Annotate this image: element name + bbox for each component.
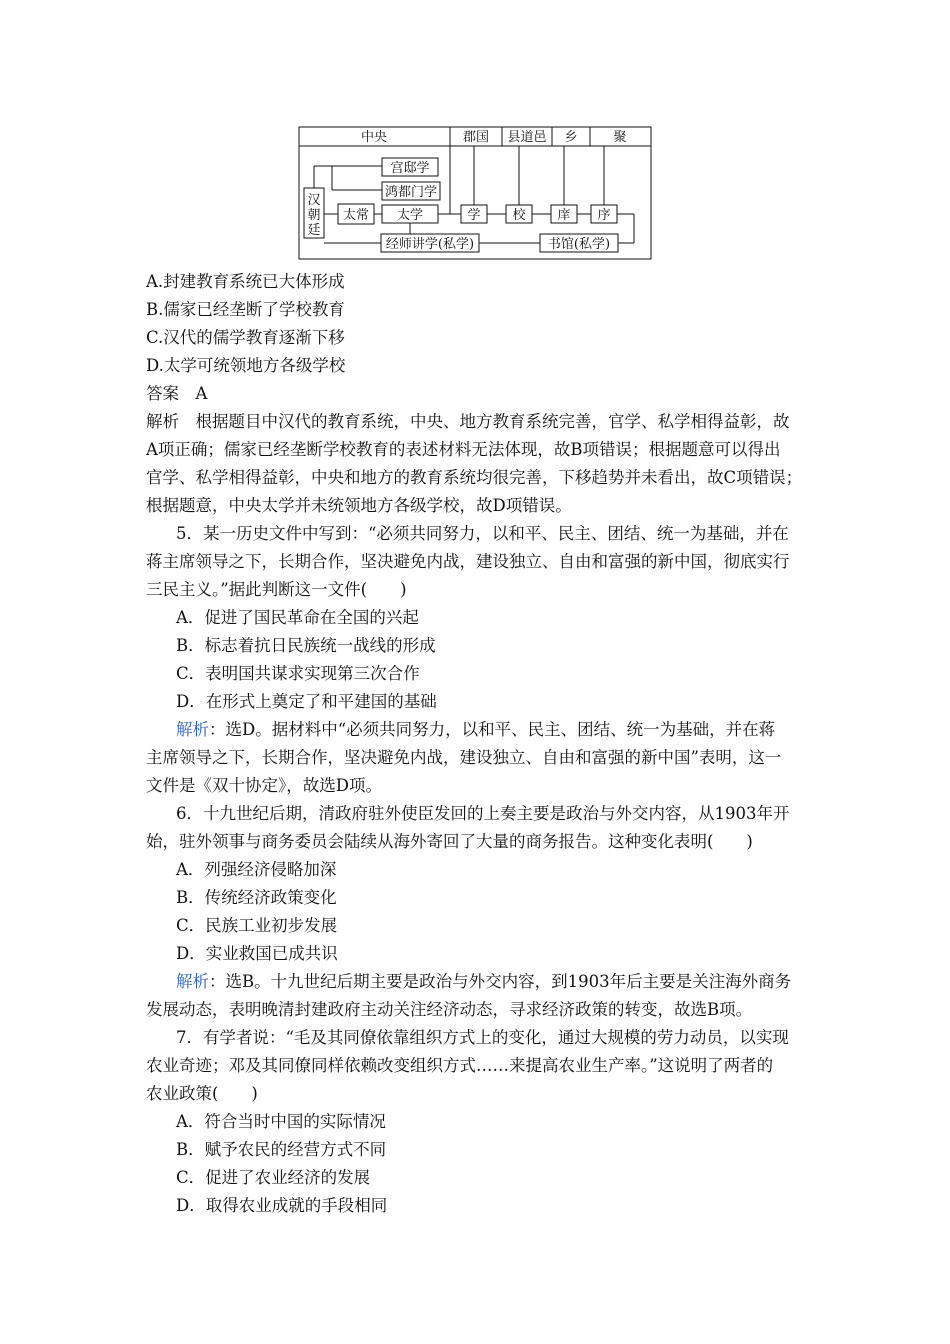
q6-option-d: D．实业救国已成共识 bbox=[176, 944, 338, 963]
han-education-diagram bbox=[298, 126, 652, 260]
label-xiang: 乡 bbox=[564, 130, 578, 145]
q5-option-d: D．在形式上奠定了和平建国的基础 bbox=[176, 692, 437, 711]
label-taixue: 太学 bbox=[396, 208, 424, 223]
label-jingshi: 经师讲学(私学) bbox=[385, 237, 475, 252]
q7-option-d: D．取得农业成就的手段相同 bbox=[176, 1196, 388, 1215]
label-central: 中央 bbox=[360, 130, 388, 145]
q6-stem-line: 6．十九世纪后期，清政府驻外使臣发回的上奏主要是政治与外交内容，从1903年开 bbox=[176, 804, 790, 823]
q4-option-b: B.儒家已经垄断了学校教育 bbox=[146, 300, 345, 319]
q4-analysis-line: 解析 根据题目中汉代的教育系统，中央、地方教育系统完善，官学、私学相得益彰，故 bbox=[146, 412, 790, 431]
q5-analysis-line: 主席领导之下，长期合作，坚决避免内战，建设独立、自由和富强的新中国”表明，这一 bbox=[146, 748, 782, 767]
q5-option-a: A．促进了国民革命在全国的兴起 bbox=[176, 608, 419, 627]
q4-analysis-line: A项正确；儒家已经垄断学校教育的表述材料无法体现，故B项错误；根据题意可以得出 bbox=[146, 440, 781, 459]
q4-analysis-line: 根据题意，中央太学并未统领地方各级学校，故D项错误。 bbox=[146, 496, 572, 515]
q7-option-a: A．符合当时中国的实际情况 bbox=[176, 1112, 386, 1131]
q6-analysis-line: 发展动态，表明晚清封建政府主动关注经济动态，寻求经济政策的转变，故选B项。 bbox=[146, 1000, 753, 1019]
label-gongdixue: 宫邸学 bbox=[390, 161, 430, 176]
label-xiandaoyi: 县道邑 bbox=[507, 130, 547, 145]
label-ju: 聚 bbox=[613, 130, 627, 145]
q4-answer: 答案 A bbox=[146, 384, 208, 403]
q6-stem-line: 始，驻外领事与商务委员会陆续从海外寄回了大量的商务报告。这种变化表明( ) bbox=[146, 832, 753, 851]
label-junguo: 郡国 bbox=[462, 130, 490, 145]
label-xiao: 校 bbox=[512, 208, 526, 223]
q6-analysis-label: 解析 bbox=[176, 972, 209, 991]
label-shuguan: 书馆(私学) bbox=[547, 237, 611, 252]
q4-option-c: C.汉代的儒学教育逐渐下移 bbox=[146, 328, 345, 347]
q7-stem-line: 农业奇迹；邓及其同僚同样依赖改变组织方式……来提高农业生产率。”这说明了两者的 bbox=[146, 1056, 774, 1075]
q7-stem-line: 农业政策( ) bbox=[146, 1084, 258, 1103]
q6-option-b: B．传统经济政策变化 bbox=[176, 888, 337, 907]
q6-analysis-text: ：选B。十九世纪后期主要是政治与外交内容，到1903年后主要是关注海外商务 bbox=[209, 972, 792, 991]
q6-option-a: A．列强经济侵略加深 bbox=[176, 860, 337, 879]
label-chao: 朝 bbox=[307, 208, 321, 223]
label-xu: 序 bbox=[597, 208, 611, 223]
q5-analysis-line: 文件是《双十协定》，故选D项。 bbox=[146, 776, 382, 795]
q4-option-d: D.太学可统领地方各级学校 bbox=[146, 356, 346, 375]
q7-stem-line: 7．有学者说：“毛及其同僚依靠组织方式上的变化，通过大规模的劳力动员，以实现 bbox=[176, 1028, 789, 1047]
q5-stem-line: 三民主义。”据此判断这一文件( ) bbox=[146, 580, 407, 599]
label-hongdumenxue: 鸿都门学 bbox=[384, 185, 438, 200]
q7-option-c: C．促进了农业经济的发展 bbox=[176, 1168, 371, 1187]
q4-analysis-line: 官学、私学相得益彰，中央和地方的教育系统均很完善，下移趋势并未看出，故C项错误； bbox=[146, 468, 803, 487]
q6-analysis-first bbox=[176, 968, 791, 996]
q5-analysis-text: ：选D。据材料中“必须共同努力，以和平、民主、团结、统一为基础，并在蒋 bbox=[209, 720, 776, 739]
q5-analysis-label: 解析 bbox=[176, 720, 209, 739]
q6-option-c: C．民族工业初步发展 bbox=[176, 916, 338, 935]
label-ting: 廷 bbox=[307, 223, 321, 238]
q5-stem-line: 5．某一历史文件中写到：“必须共同努力，以和平、民主、团结、统一为基础，并在 bbox=[176, 524, 789, 543]
label-xue: 学 bbox=[467, 208, 481, 223]
q5-option-b: B．标志着抗日民族统一战线的形成 bbox=[176, 636, 436, 655]
q4-option-a: A.封建教育系统已大体形成 bbox=[146, 272, 345, 291]
label-xiang-school: 庠 bbox=[557, 208, 571, 223]
label-han: 汉 bbox=[307, 193, 321, 208]
q5-option-c: C．表明国共谋求实现第三次合作 bbox=[176, 664, 420, 683]
q5-stem-line: 蒋主席领导之下，长期合作，坚决避免内战，建设独立、自由和富强的新中国，彻底实行 bbox=[146, 552, 790, 571]
label-taichang: 太常 bbox=[342, 208, 370, 223]
q7-option-b: B．赋予农民的经营方式不同 bbox=[176, 1140, 387, 1159]
q5-analysis-first bbox=[176, 716, 775, 744]
